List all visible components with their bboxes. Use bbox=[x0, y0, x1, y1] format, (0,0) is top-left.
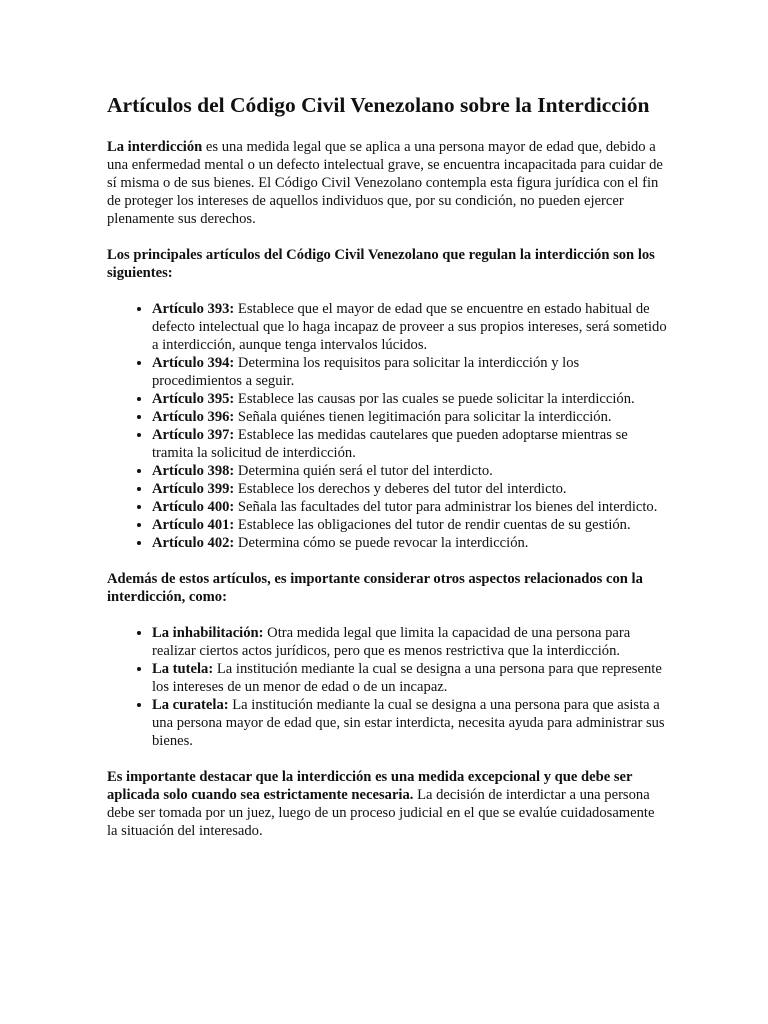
list-item bbox=[152, 300, 668, 354]
article-text: Establece que el mayor de edad que se encuentre en estado habitual de defecto intelectual que lo haga incapaz de proveer a sus propios intereses, será sometido a interdicción, aunque tenga intervalos lúcidos. bbox=[152, 301, 667, 353]
aspect-label: La inhabilitación: bbox=[152, 625, 264, 641]
article-text: Señala las facultades del tutor para administrar los bienes del interdicto. bbox=[234, 499, 658, 515]
article-text: Señala quiénes tienen legitimación para solicitar la interdicción. bbox=[234, 409, 612, 425]
article-text: Establece los derechos y deberes del tutor del interdicto. bbox=[234, 481, 567, 497]
list-item bbox=[152, 534, 668, 552]
article-label: Artículo 397: bbox=[152, 427, 235, 443]
list-item bbox=[152, 624, 668, 660]
list-item bbox=[152, 390, 668, 408]
article-label: Artículo 396: bbox=[152, 409, 235, 425]
list-item bbox=[152, 354, 668, 390]
articles-list bbox=[107, 300, 668, 552]
list-item bbox=[152, 462, 668, 480]
article-label: Artículo 400: bbox=[152, 499, 235, 515]
list-item bbox=[152, 426, 668, 462]
document-title: Artículos del Código Civil Venezolano sobre la Interdicción bbox=[107, 93, 650, 117]
closing-text: La decisión de interdictar a una persona debe ser tomada por un juez, luego de un proceso judicial en el que se evalúe cuidadosamente la situación del interesado. bbox=[107, 787, 655, 839]
intro-paragraph bbox=[107, 138, 668, 228]
article-text: Determina los requisitos para solicitar la interdicción y los procedimientos a seguir. bbox=[152, 355, 580, 389]
closing-bold-text: Es importante destacar que la interdicción es una medida excepcional y que debe ser aplicada solo cuando sea estrictamente necesaria. bbox=[107, 769, 633, 803]
aspects-list bbox=[107, 624, 668, 750]
list-item bbox=[152, 516, 668, 534]
article-text: Determina cómo se puede revocar la interdicción. bbox=[234, 535, 529, 551]
article-label: Artículo 401: bbox=[152, 517, 235, 533]
aspect-text: La institución mediante la cual se designa a una persona para que asista a una persona mayor de edad que, sin estar interdicta, necesita ayuda para administrar sus bienes. bbox=[152, 697, 665, 749]
article-text: Determina quién será el tutor del interdicto. bbox=[234, 463, 493, 479]
articles-lead bbox=[107, 246, 668, 282]
article-label: Artículo 394: bbox=[152, 355, 235, 371]
list-item bbox=[152, 660, 668, 696]
article-label: Artículo 399: bbox=[152, 481, 235, 497]
article-text: Establece las medidas cautelares que pueden adoptarse mientras se tramita la solicitud de interdicción. bbox=[152, 427, 628, 461]
article-text: Establece las causas por las cuales se puede solicitar la interdicción. bbox=[234, 391, 635, 407]
list-item bbox=[152, 408, 668, 426]
article-text: Establece las obligaciones del tutor de rendir cuentas de su gestión. bbox=[234, 517, 631, 533]
list-item bbox=[152, 696, 668, 750]
intro-text: es una medida legal que se aplica a una persona mayor de edad que, debido a una enfermedad mental o un defecto intelectual grave, se encuentra incapacitada para cuidar de sí misma o de sus bienes. El Código Civil Venezolano contempla esta figura jurídica con el fin de proteger los intereses de aquellos individuos que, por su condición, no pueden ejercer plenamente sus derechos. bbox=[107, 139, 663, 227]
article-label: Artículo 398: bbox=[152, 463, 235, 479]
article-label: Artículo 402: bbox=[152, 535, 235, 551]
aspects-lead-text: Además de estos artículos, es importante considerar otros aspectos relacionados con la interdicción, como: bbox=[107, 571, 643, 605]
aspect-text: Otra medida legal que limita la capacidad de una persona para realizar ciertos actos jurídicos, pero que es menos restrictiva que la interdicción. bbox=[152, 625, 631, 659]
aspects-lead bbox=[107, 570, 668, 606]
aspect-text: La institución mediante la cual se designa a una persona para que represente los intereses de un menor de edad o de un incapaz. bbox=[152, 661, 662, 695]
list-item bbox=[152, 480, 668, 498]
articles-lead-text: Los principales artículos del Código Civil Venezolano que regulan la interdicción son los siguientes: bbox=[107, 247, 655, 281]
article-label: Artículo 393: bbox=[152, 301, 235, 317]
aspect-label: La tutela: bbox=[152, 661, 214, 677]
list-item bbox=[152, 498, 668, 516]
aspect-label: La curatela: bbox=[152, 697, 229, 713]
closing-paragraph bbox=[107, 768, 668, 840]
intro-bold-term: La interdicción bbox=[107, 139, 203, 155]
article-label: Artículo 395: bbox=[152, 391, 235, 407]
